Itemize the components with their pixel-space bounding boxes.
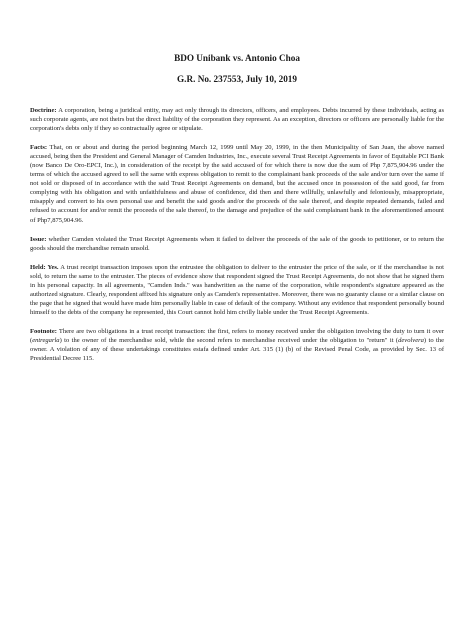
doctrine-section (30, 106, 444, 133)
held-section (30, 263, 444, 317)
doctrine-text: A corporation, being a juridical entity, may act only through its directors, officers, and employees. Debts incurred by these individuals, acting as such corporate agents, are not theirs but the direct liability of the corporation they represent. As an exception, directors or officers are personally liable for the corporation's debts only if they so contractually agree or stipulate. (30, 107, 444, 133)
doctrine-label: Doctrine: (30, 107, 57, 114)
footnote-section (30, 327, 444, 363)
facts-text: That, on or about and during the period beginning March 12, 1999 until May 20, 1999, in the then Municipality of San Juan, the above named accused, being then the President and General Manager of Camden Industries, Inc., execute several Trust Receipt Agreements in favor of Equitable PCI Bank (now Banco De Oro-EPCI, Inc.), in consideration of the receipt by the said accused of for which there is now due the sum of Php 7,875,904.96 under the terms of which the accused agreed to sell the same with express obligation to remit to the complainant bank proceeds of the sale and/or turn over the same if not sold or disposed of in accordance with the said Trust Receipt Agreements on demand, but the accused once in possession of the said good, far from complying with his obligation and with unfaithfulness and abuse of confidence, did then and there willfully, unlawfully and feloniously, misappropriate, misapply and convert to his own personal use and benefit the said goods and/or the proceeds of the sale thereof, and despite repeated demands, failed and refused to account for and/or remit the proceeds of the sale thereof, to the damage and prejudice of the said complainant bank in the aforementioned amount of Php7,875,904.96. (30, 144, 444, 224)
facts-label: Facts: (30, 144, 48, 152)
case-title: BDO Unibank vs. Antonio Choa (174, 53, 300, 63)
footnote-text-2: ) to the owner of the merchandise sold, while the second refers to merchandise received under the obligation to "return" it ( (59, 336, 399, 344)
footnote-label: Footnote: (30, 327, 57, 335)
facts-section (30, 143, 444, 224)
issue-label: Issue: (30, 235, 47, 243)
footnote-text-1: There are two obligations in a trust receipt transaction: the first, refers to money received under the obligation involving the duty to turn it over ( (30, 327, 444, 344)
held-text: A trust receipt transaction imposes upon the entrustee the obligation to deliver to the entruster the price of the sale, or if the merchandise is not sold, to return the same to the entruster. The pieces of evidence show that respondent signed the Trust Receipt Agreements, do not show that he signed them in his personal capacity. In all agreements, "Camden Inds." was handwritten as the name of the corporation, while respondent's signature appeared as the authorized signature. Clearly, respondent affixed his signature only as Camden's representative. Moreover, there was no guaranty clause or a similar clause on the page that he signed that would have made him personally liable in case of default of the company. Without any evidence that respondent personally bound himself to the debts of the company he represented, this Court cannot hold him civilly liable under the Trust Receipt Agreements. (30, 263, 445, 316)
footnote-text-3: ) to the owner. A violation of any of these undertakings constitutes estafa defined under Art. 315 (1) (b) of the Revised Penal Code, as provided by Sec. 13 of Presidential Decree 115. (30, 336, 445, 363)
footnote-term-entregarla: entregarla (32, 336, 60, 344)
issue-text: whether Camden violated the Trust Receipt Agreements when it failed to deliver the proceeds of the sale of the goods to petitioner, or to return the goods should the merchandise remain unsold. (30, 235, 444, 252)
held-label: Held: Yes. (30, 263, 59, 271)
issue-section (30, 235, 444, 253)
gr-number: G.R. No. 237553, July 10, 2019 (177, 74, 297, 84)
footnote-term-devolvera: devolvera (398, 336, 424, 344)
